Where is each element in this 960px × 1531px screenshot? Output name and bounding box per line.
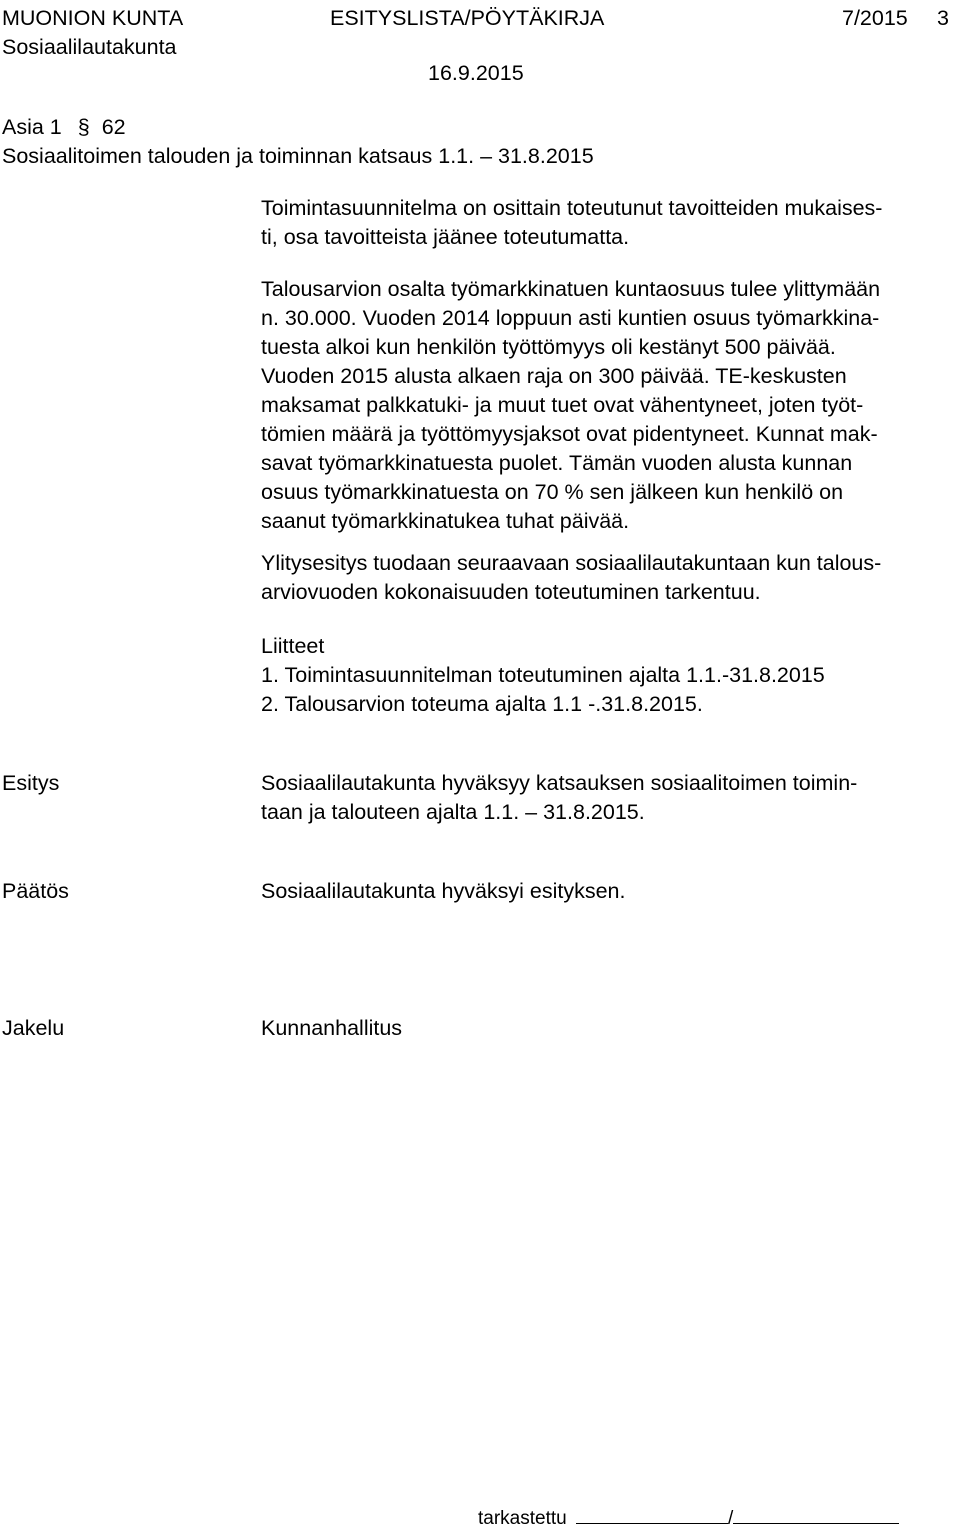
signature-line	[576, 1505, 728, 1524]
attachment-item: 2. Talousarvion toteuma ajalta 1.1 -.31.8.2015.	[261, 692, 703, 716]
signature-line	[733, 1505, 899, 1524]
committee-name: Sosiaalilautakunta	[2, 35, 177, 59]
municipality-name: MUONION KUNTA	[2, 6, 184, 30]
document-number: 7/2015	[842, 6, 908, 30]
text-line: arviovuoden kokonaisuuden toteutuminen tarkentuu.	[261, 580, 761, 604]
proposal-text	[261, 769, 857, 827]
text-line: tömien määrä ja työttömyysjaksot ovat pidentyneet. Kunnat mak-	[261, 422, 878, 446]
text-line: saanut työmarkkinatukea tuhat päivää.	[261, 509, 630, 533]
distribution-label: Jakelu	[2, 1016, 65, 1040]
paragraph-1	[261, 194, 882, 252]
decision-label: Päätös	[2, 879, 69, 903]
paragraph-3	[261, 549, 881, 607]
text-line: Sosiaalilautakunta hyväksyy katsauksen sosiaalitoimen toimin-	[261, 771, 858, 795]
proposal-label: Esitys	[2, 771, 60, 795]
section-number: 62	[101, 115, 126, 139]
page-number: 3	[937, 6, 949, 30]
text-line: Ylitysesitys tuodaan seuraavaan sosiaalilautakuntaan kun talous-	[261, 551, 882, 575]
item-label: Asia 1	[2, 115, 62, 139]
attachments	[261, 632, 825, 719]
attachments-heading: Liitteet	[261, 634, 325, 658]
text-line: maksamat palkkatuki- ja muut tuet ovat vähentyneet, joten työt-	[261, 393, 864, 417]
attachment-item: 1. Toimintasuunnitelman toteutuminen ajalta 1.1.-31.8.2015	[261, 663, 825, 687]
text-line: savat työmarkkinatuesta puolet. Tämän vuoden alusta kunnan	[261, 451, 853, 475]
signature-separator: /	[728, 1508, 734, 1529]
item-heading	[2, 113, 126, 142]
meeting-date: 16.9.2015	[428, 61, 524, 85]
text-line: Vuoden 2015 alusta alkaen raja on 300 päivää. TE-keskusten	[261, 364, 847, 388]
item-title: Sosiaalitoimen talouden ja toiminnan katsaus 1.1. – 31.8.2015	[2, 144, 594, 168]
text-line: Toimintasuunnitelma on osittain toteutunut tavoitteiden mukaises-	[261, 196, 883, 220]
text-line: taan ja talouteen ajalta 1.1. – 31.8.2015.	[261, 800, 645, 824]
decision-text: Sosiaalilautakunta hyväksyi esityksen.	[261, 879, 626, 903]
document-type: ESITYSLISTA/PÖYTÄKIRJA	[330, 6, 605, 30]
text-line: n. 30.000. Vuoden 2014 loppuun asti kuntien osuus työmarkkina-	[261, 306, 880, 330]
checked-footer	[478, 1505, 899, 1531]
distribution-recipient: Kunnanhallitus	[261, 1016, 403, 1040]
paragraph-2	[261, 275, 880, 536]
text-line: tuesta alkoi kun henkilön työttömyys oli kestänyt 500 päivää.	[261, 335, 836, 359]
checked-label: tarkastettu	[478, 1508, 567, 1529]
text-line: Talousarvion osalta työmarkkinatuen kuntaosuus tulee ylittymään	[261, 277, 881, 301]
text-line: ti, osa tavoitteista jäänee toteutumatta.	[261, 225, 630, 249]
section-symbol: §	[77, 115, 90, 139]
text-line: osuus työmarkkinatuesta on 70 % sen jälkeen kun henkilö on	[261, 480, 844, 504]
